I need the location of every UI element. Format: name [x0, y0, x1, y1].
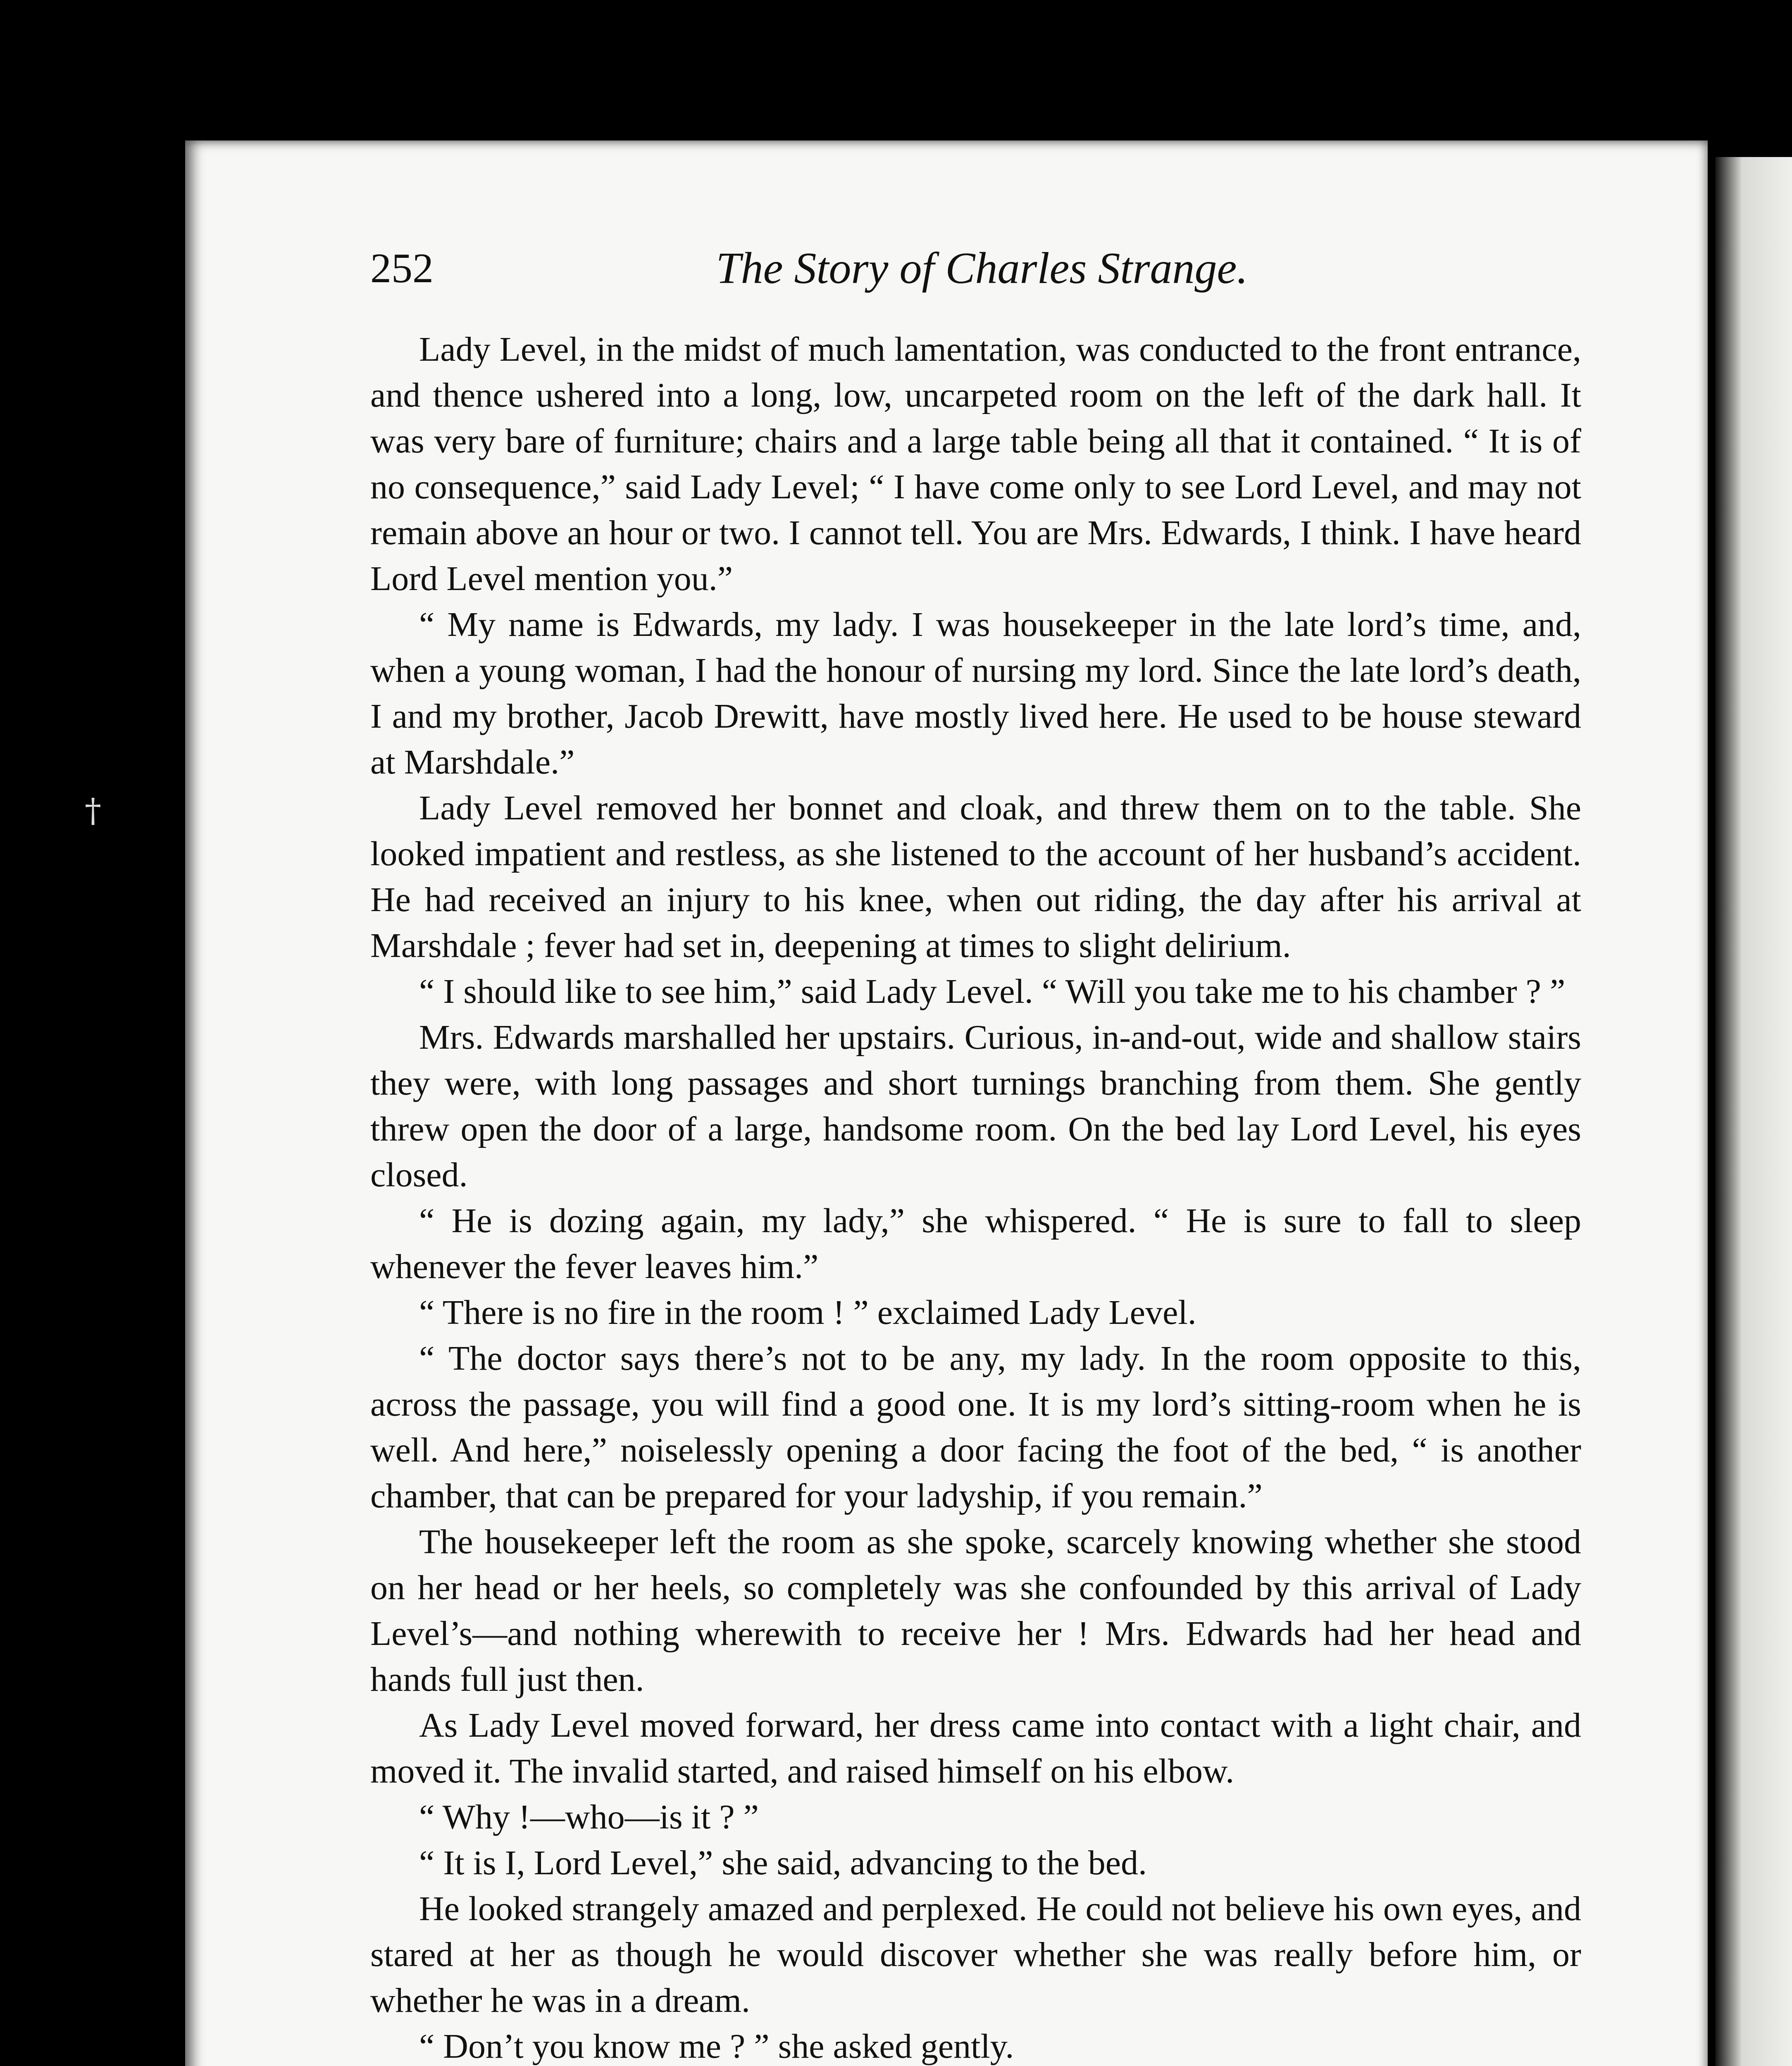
page-number: 252 [370, 245, 434, 292]
paragraph: As Lady Level moved forward, her dress came into contact with a light chair, and moved it. The invalid started, and raised himself on his elbow. [370, 1706, 1581, 1790]
paragraph: “ My name is Edwards, my lady. I was housekeeper in the late lord’s time, and, when a young woman, I had the honour of nursing my lord. Since the late lord’s death, I and my brother, Jacob Drewitt, have mostly lived here. He used to be house steward at Marshdale.” [370, 605, 1581, 781]
paragraph: “ It is I, Lord Level,” she said, advancing to the bed. [419, 1844, 1147, 1882]
paragraph: “ Why !—who—is it ? ” [419, 1798, 759, 1836]
next-page-edge [1715, 157, 1792, 2066]
paragraph: Lady Level removed her bonnet and cloak, and threw them on to the table. She looked impatient and restless, as she listened to the account of her husband’s accident. He had received an injury to his knee, when out riding, the day after his arrival at Marshdale ; fever had set in, deepening at times to slight delirium. [370, 789, 1581, 965]
running-title: The Story of Charles Strange. [716, 244, 1248, 293]
paragraph: “ There is no fire in the room ! ” exclaimed Lady Level. [419, 1293, 1196, 1332]
paragraph: Lady Level, in the midst of much lamentation, was conducted to the front entrance, and thence ushered into a long, low, uncarpeted room on the left of the dark hall. It was very bare of furniture; chairs and a large table being all that it contained. “ It is of no consequence,” said Lady Level; “ I have come only to see Lord Level, and may not remain above an hour or two. I cannot tell. You are Mrs. Edwards, I think. I have heard Lord Level mention you.” [370, 330, 1581, 598]
paragraph: “ I should like to see him,” said Lady Level. “ Will you take me to his chamber ? ” [419, 972, 1566, 1011]
paragraph: He looked strangely amazed and perplexed. He could not believe his own eyes, and stared at her as though he would discover whether she was really before him, or whether he was in a dream. [370, 1890, 1581, 2020]
page-header [370, 240, 1594, 298]
paragraph: “ The doctor says there’s not to be any, my lady. In the room opposite to this, across the passage, you will find a good one. It is my lord’s sitting-room when he is well. And here,” noiselessly opening a door facing the foot of the bed, “ is another chamber, that can be prepared for your ladyship, if you remain.” [370, 1339, 1581, 1515]
paragraph: Mrs. Edwards marshalled her upstairs. Curious, in-and-out, wide and shallow stairs they were, with long passages and short turnings branching from them. She gently threw open the door of a large, handsome room. On the bed lay Lord Level, his eyes closed. [370, 1018, 1581, 1194]
paragraph: “ Don’t you know me ? ” she asked gently. [419, 2027, 1014, 2066]
paragraph: “ He is dozing again, my lady,” she whispered. “ He is sure to fall to sleep whenever the fever leaves him.” [370, 1202, 1581, 1286]
margin-mark: † [85, 791, 101, 830]
paragraph: The housekeeper left the room as she spoke, scarcely knowing whether she stood on her head or her heels, so completely was she confounded by this arrival of Lady Level’s—and nothing wherewith to receive her ! Mrs. Edwards had her head and hands full just then. [370, 1523, 1581, 1699]
body-text [370, 326, 1581, 2066]
